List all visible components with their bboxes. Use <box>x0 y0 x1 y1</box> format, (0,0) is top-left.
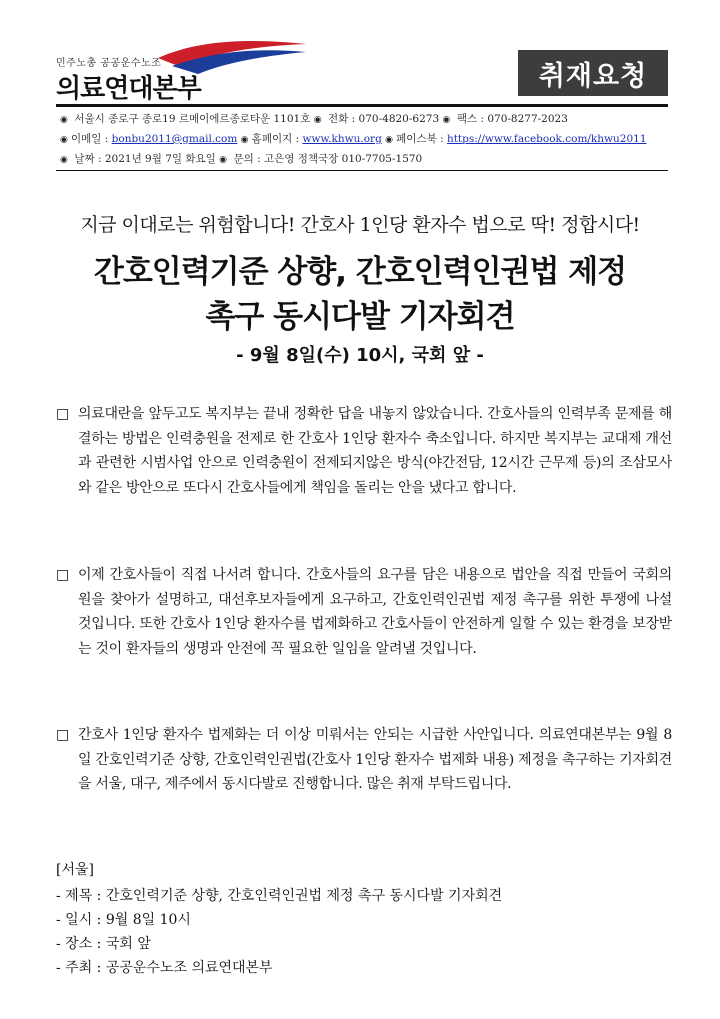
paragraph-text: 이제 간호사들이 직접 나서려 합니다. 간호사들의 요구를 담은 내용으로 법안을 직접 만들어 국회의원을 찾아가 설명하고, 대선후보자들에게 요구하고, 간호인력인권법 제정 촉구를 위한 투쟁에 나설 것입니다. 또한 간호사 1인당 환자수를 법제화하고 간호사들이 안전하게 일할 수 있는 환경을 보장받는 것이 환자들의 생명과 안전에 꼭 필요한 일임을 알려낼 것입니다. <box>78 567 672 657</box>
contact-person: 문의 : 고은영 정책국장 010-7705-1570 <box>233 153 423 165</box>
checkbox-bullet-icon: □ <box>56 727 69 743</box>
header-divider <box>56 104 668 107</box>
bullet-icon: ◉ <box>60 115 68 125</box>
event-date-line: - 9월 8일(수) 10시, 국회 앞 - <box>236 345 484 366</box>
bullet-icon: ◉ <box>240 135 249 145</box>
facebook-label: 페이스북 : <box>396 133 447 145</box>
letterhead <box>56 36 668 104</box>
phone: 전화 : 070-4820-6273 <box>328 113 440 125</box>
bullet-icon: ◉ <box>60 155 68 165</box>
email-label: 이메일 : <box>71 133 112 145</box>
email-link[interactable]: bonbu2011@gmail.com <box>111 133 238 145</box>
org-subtitle: 민주노총 공공운수노조 <box>56 58 162 69</box>
headline-title-line2: 촉구 동시다발 기자회견 <box>205 299 515 335</box>
bullet-icon: ◉ <box>60 135 68 145</box>
seoul-heading: [서울] <box>56 862 94 878</box>
info-divider <box>56 170 668 171</box>
checkbox-bullet-icon: □ <box>56 567 69 583</box>
paragraph-text: 의료대란을 앞두고도 복지부는 끝내 정확한 답을 내놓지 않았습니다. 간호사들의 인력부족 문제를 해결하는 방법은 인력충원을 전제로 한 간호사 1인당 환자수 축소입니다. 하지만 복지부는 교대제 개선과 관련한 시범사업 안으로 인력충원이 전제되지않은 방식(야간전담, 12시간 근무제 등)의 조삼모사와 같은 방안으로 또다시 간호사들에게 책임을 돌리는 안을 냈다고 합니다. <box>78 406 672 496</box>
headline-subtitle: 지금 이대로는 위험합니다! 간호사 1인당 환자수 법으로 딱! 정합시다! <box>80 214 640 236</box>
detail-host: - 주최 : 공공운수노조 의료연대본부 <box>56 960 273 976</box>
org-name: 의료연대본부 <box>56 74 201 104</box>
info-row-date <box>60 150 668 170</box>
info-row-links <box>60 130 668 150</box>
body-paragraph <box>56 402 672 500</box>
bullet-icon: ◉ <box>442 115 451 125</box>
press-request-badge: 취재요청 <box>518 50 668 96</box>
headline-title-line1: 간호인력기준 상향, 간호인력인권법 제정 <box>93 254 627 290</box>
body-paragraph <box>56 563 672 661</box>
bullet-icon: ◉ <box>385 135 394 145</box>
detail-title: - 제목 : 간호인력기준 상향, 간호인력인권법 제정 촉구 동시다발 기자회견 <box>56 888 503 904</box>
bullet-icon: ◉ <box>313 115 322 125</box>
facebook-link[interactable]: https://www.facebook.com/khwu2011 <box>446 133 647 145</box>
contact-info <box>60 110 668 170</box>
info-row-address <box>60 110 668 130</box>
bullet-icon: ◉ <box>219 155 227 165</box>
detail-place: - 장소 : 국회 앞 <box>56 936 151 952</box>
homepage-label: 홈페이지 : <box>251 133 303 145</box>
body-paragraph <box>56 723 672 797</box>
org-logo <box>56 36 306 104</box>
date: 날짜 : 2021년 9월 7일 화요일 <box>74 153 216 165</box>
checkbox-bullet-icon: □ <box>56 406 69 422</box>
fax: 팩스 : 070-8277-2023 <box>456 113 568 125</box>
homepage-link[interactable]: www.khwu.org <box>302 133 382 145</box>
paragraph-text: 간호사 1인당 환자수 법제화는 더 이상 미뤄서는 안되는 시급한 사안입니다. 의료연대본부는 9월 8일 간호인력기준 상향, 간호인력인권법(간호사 1인당 환자수 법제화 내용) 제정을 촉구하는 기자회견을 서울, 대구, 제주에서 동시다발로 진행합니다. 많은 취재 부탁드립니다. <box>78 727 672 792</box>
seoul-details <box>56 884 672 980</box>
detail-time: - 일시 : 9월 8일 10시 <box>56 912 191 928</box>
address: 서울시 종로구 종로19 르메이에르종로타운 1101호 <box>74 113 311 125</box>
